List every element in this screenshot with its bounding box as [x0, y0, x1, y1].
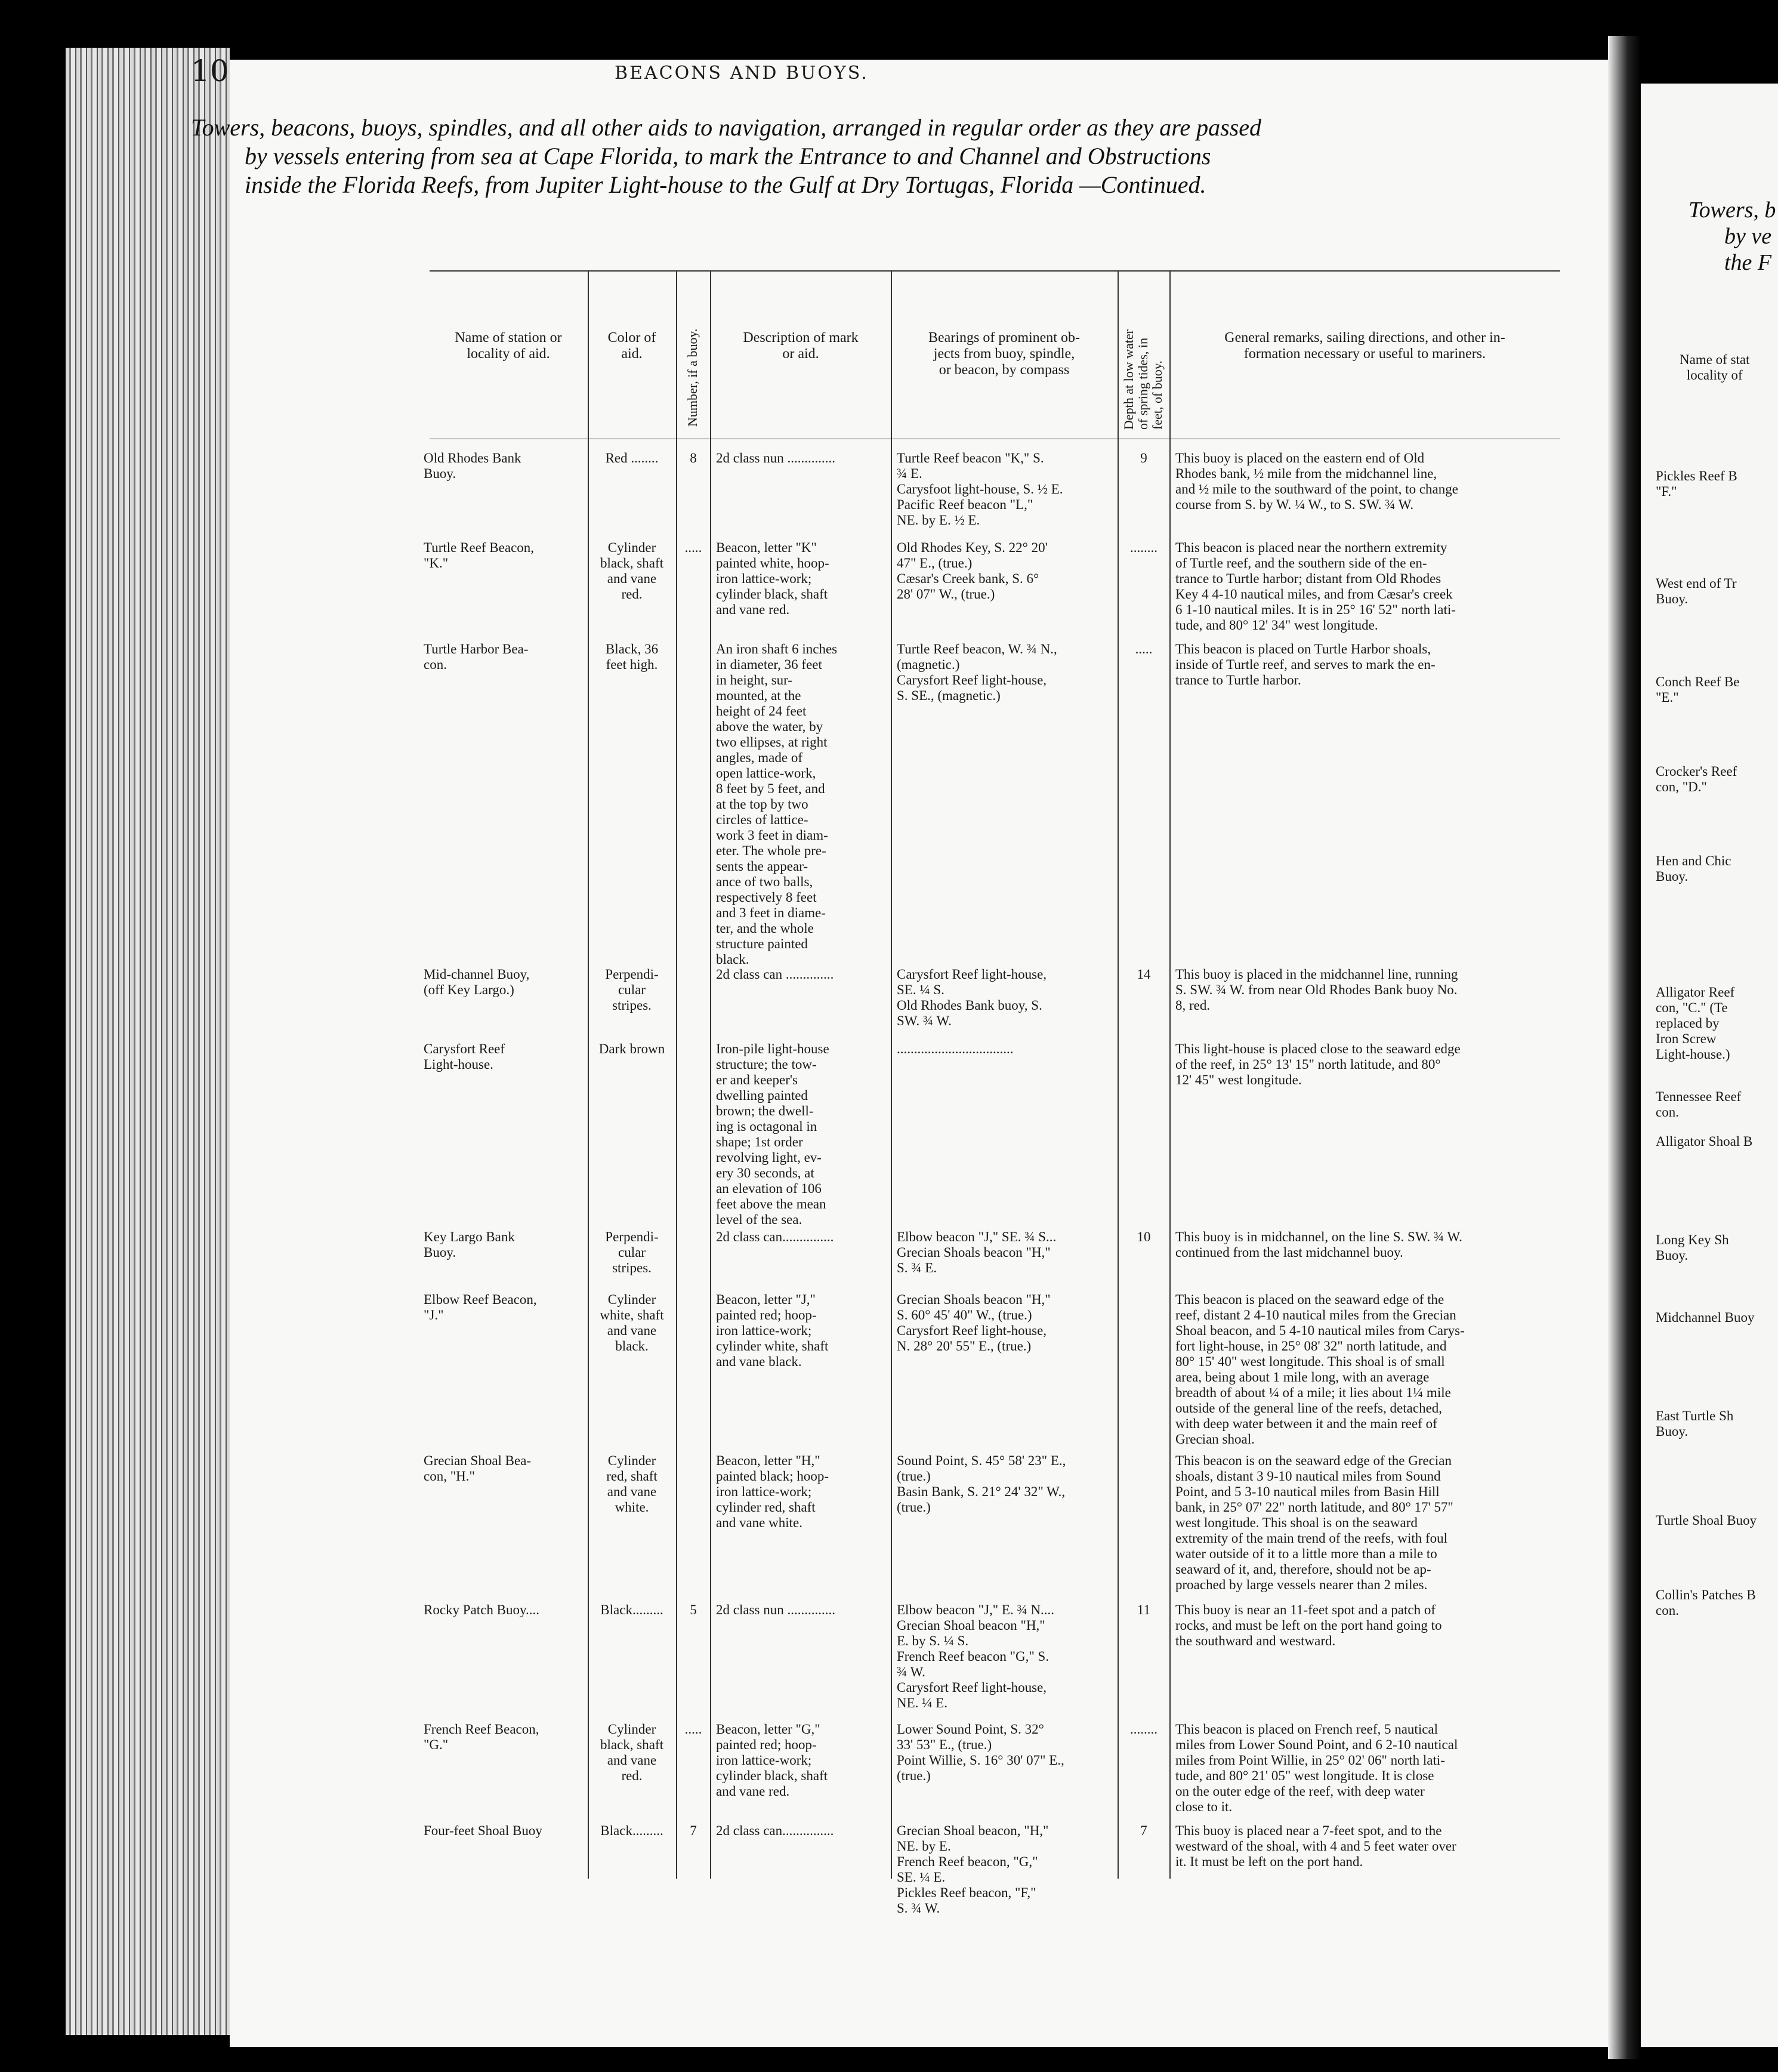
col-header-number: Number, if a buoy.	[685, 328, 700, 427]
cell-number: 7	[690, 1823, 697, 1838]
cell-color: Dark brown	[598, 1041, 665, 1056]
cell-description: 2d class nun ..............	[716, 451, 835, 465]
cell-depth: 11	[1137, 1602, 1151, 1617]
facing-entry: Alligator Reef con, "C." (Te replaced by Iron Screw Light-house.)	[1656, 985, 1735, 1062]
cell-bearings: Turtle Reef beacon "K," S. ¾ E. Carysfoot light-house, S. ½ E. Pacific Reef beacon "L," NE. by E. ½ E.	[897, 451, 1063, 528]
cell-color: Black.........	[600, 1823, 663, 1838]
column-divider	[588, 270, 589, 1879]
title-line: inside the Florida Reefs, from Jupiter Light-house to the Gulf at Dry Tortugas, Florida —Continued.	[245, 171, 1206, 198]
cell-bearings: Elbow beacon "J," SE. ¾ S... Grecian Shoals beacon "H," S. ¾ E.	[897, 1229, 1057, 1275]
cell-name: Turtle Harbor Bea- con.	[424, 642, 529, 672]
cell-remarks: This buoy is near an 11-feet spot and a patch of rocks, and must be left on the port hand going to the southward and westward.	[1175, 1602, 1442, 1648]
table-top-rule	[430, 270, 1560, 272]
cell-number: 8	[690, 451, 697, 465]
cell-remarks: This beacon is placed on Turtle Harbor shoals, inside of Turtle reef, and serves to mark the en- trance to Turtle harbor.	[1175, 642, 1436, 687]
cell-name: Grecian Shoal Bea- con, "H."	[424, 1453, 532, 1484]
column-divider	[676, 270, 677, 1879]
cell-number: 5	[690, 1602, 697, 1617]
cell-remarks: This light-house is placed close to the seaward edge of the reef, in 25° 13' 15" north latitude, and 80° 12' 45" west longitude.	[1175, 1041, 1461, 1087]
facing-title-fragment: the F	[1724, 250, 1772, 275]
cell-color: Cylinder white, shaft and vane black.	[600, 1292, 664, 1353]
column-divider	[1118, 270, 1119, 1879]
cell-description: An iron shaft 6 inches in diameter, 36 feet in height, sur- mounted, at the height of 24 feet above the water, by two ellipses, at right angles, made of open lattice-work, 8 feet by 5 feet, and at the top by two circles of lattice- work 3 feet in diam- eter. The whole pre- sents the appear- ance of two balls, respectively 8 feet and 3 feet in diame- ter, and the whole structure painted black.	[716, 642, 838, 967]
cell-description: 2d class can ..............	[716, 967, 834, 982]
cell-name: Carysfort Reef Light-house.	[424, 1041, 505, 1072]
cell-name: Key Largo Bank Buoy.	[424, 1229, 515, 1260]
cell-bearings: Old Rhodes Key, S. 22° 20' 47" E., (true.) Cæsar's Creek bank, S. 6° 28' 07" W., (true.)	[897, 540, 1048, 602]
col-header-name: Name of station or locality of aid.	[455, 330, 562, 362]
cell-color: Cylinder black, shaft and vane red.	[600, 540, 663, 602]
running-head: BEACONS AND BUOYS.	[615, 63, 869, 84]
col-header-description: Description of mark or aid.	[743, 330, 859, 362]
cell-description: Iron-pile light-house structure; the tow- er and keeper's dwelling painted brown; the dwell- ing is octagonal in shape; 1st order revolving light, ev- ery 30 seconds, at an elevation of 106 feet above the mean level of the sea.	[716, 1041, 829, 1227]
cell-description: 2d class can...............	[716, 1823, 834, 1838]
cell-number: .....	[684, 540, 702, 555]
cell-remarks: This beacon is placed on the seaward edge of the reef, distant 2 4-10 nautical miles from the Grecian Shoal beacon, and 5 4-10 nautical miles from Carys- fort light-house, in 25° 08' 32" north latitude, and 80° 15' 40" west longitude. This shoal is of small area, being about 1 mile long, with an average breadth of about ¼ of a mile; it lies about 1¼ mile outside of the general line of the reefs, detached, with deep water between it and the main reef of Grecian shoal.	[1175, 1292, 1465, 1447]
cell-depth: 9	[1140, 451, 1147, 465]
cell-color: Black, 36 feet high.	[605, 642, 659, 672]
page-stack-edges	[66, 48, 230, 2035]
cell-name: Rocky Patch Buoy....	[424, 1602, 539, 1617]
cell-description: Beacon, letter "J," painted red; hoop- iron lattice-work; cylinder white, shaft and vane black.	[716, 1292, 829, 1369]
col-header-remarks: General remarks, sailing directions, and other in- formation necessary or useful to mariners.	[1224, 330, 1505, 362]
cell-name: Mid-channel Buoy, (off Key Largo.)	[424, 967, 530, 997]
facing-entry: East Turtle Sh Buoy.	[1656, 1408, 1734, 1439]
cell-remarks: This buoy is placed near a 7-feet spot, and to the westward of the shoal, with 4 and 5 feet water over it. It must be left on the port hand.	[1175, 1823, 1456, 1869]
cell-bearings: Grecian Shoal beacon, "H," NE. by E. French Reef beacon, "G," SE. ¼ E. Pickles Reef beacon, "F," S. ¾ W.	[897, 1823, 1049, 1916]
book-gutter	[1608, 36, 1641, 2059]
cell-color: Perpendi- cular stripes.	[605, 1229, 659, 1275]
cell-remarks: This buoy is placed on the eastern end of Old Rhodes bank, ½ mile from the midchannel line, and ½ mile to the southward of the point, to change course from S. by W. ¼ W., to S. SW. ¾ W.	[1175, 451, 1458, 512]
col-header-color: Color of aid.	[607, 330, 656, 362]
facing-header-fragment: Name of stat locality of	[1680, 352, 1750, 383]
cell-name: Elbow Reef Beacon, "J."	[424, 1292, 537, 1322]
cell-remarks: This buoy is placed in the midchannel line, running S. SW. ¾ W. from near Old Rhodes Bank buoy No. 8, red.	[1175, 967, 1458, 1013]
cell-bearings: Sound Point, S. 45° 58' 23" E., (true.) Basin Bank, S. 21° 24' 32" W., (true.)	[897, 1453, 1066, 1515]
cell-description: Beacon, letter "K" painted white, hoop- iron lattice-work; cylinder black, shaft and vane red.	[716, 540, 829, 617]
cell-remarks: This beacon is placed near the northern extremity of Turtle reef, and the southern side of the en- trance to Turtle harbor; distant from Old Rhodes Key 4 4-10 nautical miles, and from Cæsar's creek 6 1-10 nautical miles. It is in 25° 16' 52" north lati- tude, and 80° 12' 34" west longitude.	[1175, 540, 1456, 633]
cell-name: French Reef Beacon, "G."	[424, 1722, 539, 1752]
facing-entry: Long Key Sh Buoy.	[1656, 1232, 1729, 1263]
facing-entry: Alligator Shoal B	[1656, 1134, 1753, 1149]
cell-depth: ........	[1130, 540, 1157, 555]
facing-entry: Midchannel Buoy	[1656, 1310, 1755, 1325]
column-divider	[891, 270, 892, 1879]
facing-entry: West end of Tr Buoy.	[1656, 576, 1737, 606]
cell-depth: 7	[1140, 1823, 1147, 1838]
cell-bearings: Lower Sound Point, S. 32° 33' 53" E., (true.) Point Willie, S. 16° 30' 07" E., (true.)	[897, 1722, 1064, 1783]
col-header-depth: Depth at low water of spring tides, in feet, of buoy.	[1121, 329, 1165, 430]
col-header-bearings: Bearings of prominent ob- jects from buoy, spindle, or beacon, by compass	[928, 330, 1080, 378]
cell-color: Cylinder red, shaft and vane white.	[606, 1453, 658, 1515]
cell-remarks: This buoy is in midchannel, on the line S. SW. ¾ W. continued from the last midchannel buoy.	[1175, 1229, 1462, 1260]
facing-title-fragment: by ve	[1724, 224, 1772, 249]
cell-depth: .....	[1135, 642, 1153, 656]
cell-color: Black.........	[600, 1602, 663, 1617]
title-line: by vessels entering from sea at Cape Florida, to mark the Entrance to and Channel and Obstructions	[245, 143, 1211, 169]
column-divider	[1169, 270, 1171, 1879]
cell-name: Turtle Reef Beacon, "K."	[424, 540, 535, 571]
cell-bearings: Turtle Reef beacon, W. ¾ N., (magnetic.) Carysfort Reef light-house, S. SE., (magnetic.)	[897, 642, 1057, 703]
cell-description: Beacon, letter "H," painted black; hoop- iron lattice-work; cylinder red, shaft and vane white.	[716, 1453, 829, 1530]
cell-bearings: Elbow beacon "J," E. ¾ N.... Grecian Shoal beacon "H," E. by S. ¼ S. French Reef beacon "G," S. ¾ W. Carysfort Reef light-house, NE. ¼ E.	[897, 1602, 1055, 1710]
cell-description: 2d class can...............	[716, 1229, 834, 1244]
facing-entry: Conch Reef Be "E."	[1656, 674, 1740, 705]
cell-name: Four-feet Shoal Buoy	[424, 1823, 542, 1838]
facing-entry: Turtle Shoal Buoy	[1656, 1513, 1757, 1528]
cell-description: 2d class nun ..............	[716, 1602, 835, 1617]
cell-depth: 10	[1137, 1229, 1151, 1244]
cell-bearings: ..................................	[897, 1041, 1014, 1056]
cell-remarks: This beacon is on the seaward edge of the Grecian shoals, distant 3 9-10 nautical miles from Sound Point, and 5 3-10 nautical miles from Basin Hill bank, in 25° 07' 22" north latitude, and 80° 17' 57" west longitude. This shoal is on the seaward extremity of the main trend of the reefs, with foul water outside of it to a little more than a mile to seaward of it, and, therefore, should not be ap- proached by large vessels nearer than 2 miles.	[1175, 1453, 1453, 1592]
cell-bearings: Carysfort Reef light-house, SE. ¼ S. Old Rhodes Bank buoy, S. SW. ¾ W.	[897, 967, 1047, 1028]
cell-bearings: Grecian Shoals beacon "H," S. 60° 45' 40" W., (true.) Carysfort Reef light-house, N. 28° 20' 55" E., (true.)	[897, 1292, 1051, 1353]
facing-entry: Tennessee Reef con.	[1656, 1089, 1742, 1120]
facing-entry: Collin's Patches B con.	[1656, 1587, 1756, 1618]
cell-number: .....	[684, 1722, 702, 1737]
cell-description: Beacon, letter "G," painted red; hoop- iron lattice-work; cylinder black, shaft and vane red.	[716, 1722, 828, 1799]
cell-remarks: This beacon is placed on French reef, 5 nautical miles from Lower Sound Point, and 6 2-10 nautical miles from Point Willie, in 25° 02' 06" north lati- tude, and 80° 21' 05" west longitude. It is close on the outer edge of the reef, with deep water close to it.	[1175, 1722, 1458, 1814]
cell-color: Cylinder black, shaft and vane red.	[600, 1722, 663, 1783]
facing-entry: Pickles Reef B "F."	[1656, 468, 1737, 499]
cell-color: Perpendi- cular stripes.	[605, 967, 659, 1013]
facing-entry: Crocker's Reef con, "D."	[1656, 764, 1737, 794]
title-line: Towers, beacons, buoys, spindles, and all other aids to navigation, arranged in regular order as they are passed	[191, 114, 1262, 141]
column-divider	[710, 270, 711, 1879]
facing-entry: Hen and Chic Buoy.	[1656, 853, 1731, 884]
cell-depth: ........	[1130, 1722, 1157, 1737]
cell-name: Old Rhodes Bank Buoy.	[424, 451, 521, 481]
cell-depth: 14	[1137, 967, 1151, 982]
page-number: 10	[191, 54, 229, 88]
facing-title-fragment: Towers, b	[1689, 198, 1776, 223]
table-title	[191, 113, 1557, 199]
cell-color: Red ........	[605, 451, 659, 465]
